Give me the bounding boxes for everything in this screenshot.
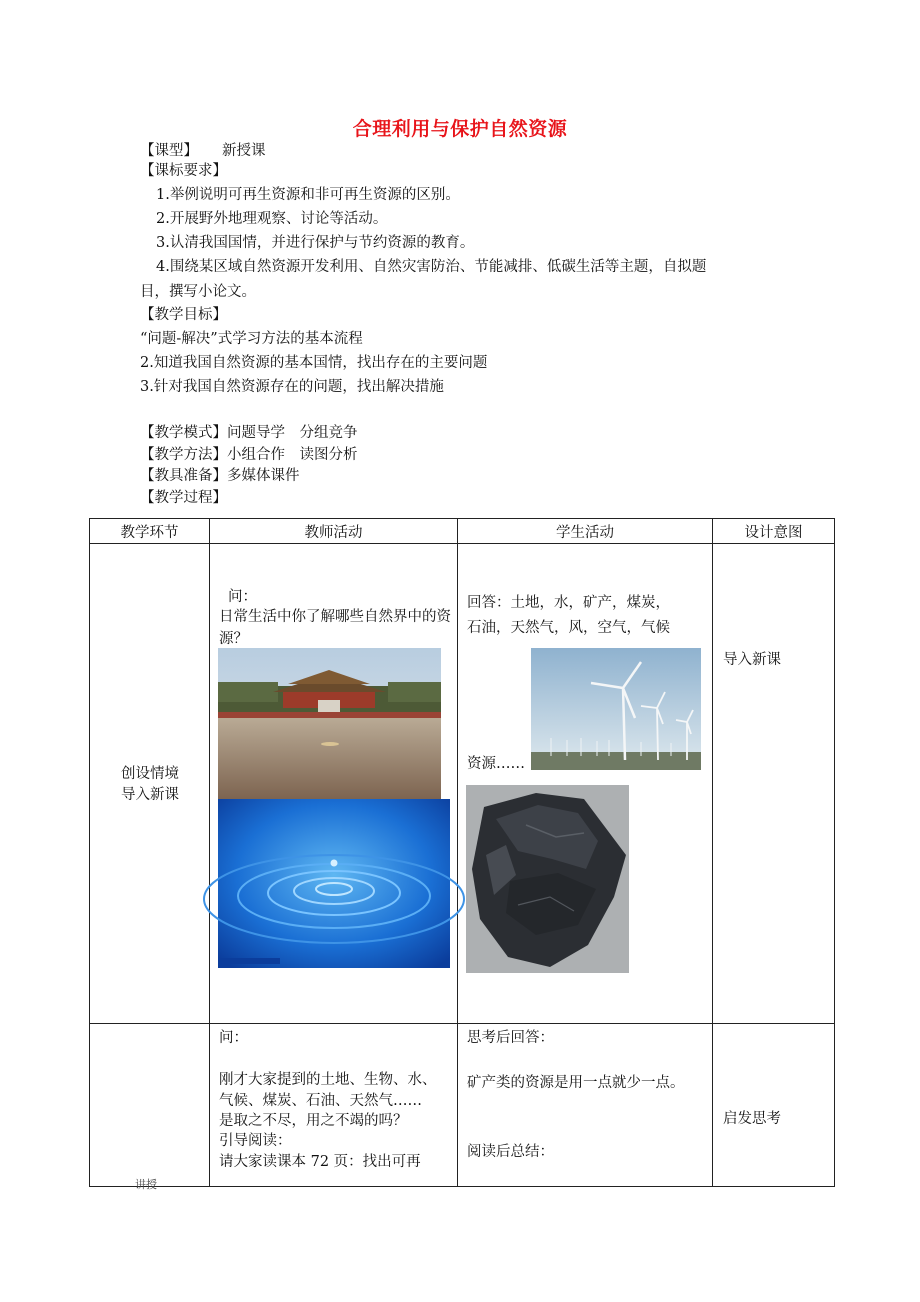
teacher-text-line: 引导阅读： [219, 1133, 292, 1149]
teaching-method: 【教学方法】小组合作 读图分析 [140, 447, 358, 463]
teacher-activity-cell [210, 544, 458, 1024]
student-text-line: 阅读后总结： [467, 1144, 554, 1160]
stage-cell [90, 1024, 210, 1191]
teacher-question-text: 日常生活中你了解哪些自然界中的资源？ [219, 609, 451, 647]
page-title: 合理利用与保护自然资源 [352, 118, 568, 140]
standards-heading: 【课标要求】 [140, 163, 227, 179]
teaching-mode: 【教学模式】问题导学 分组竞争 [140, 425, 358, 441]
wind-turbines-photo [531, 648, 701, 770]
process-table [89, 518, 835, 1191]
teacher-activity-cell [210, 1024, 458, 1187]
col-header-teacher: 教师活动 [210, 519, 458, 544]
intent-cell [713, 1024, 835, 1187]
lesson-type-label: 【课型】 [140, 143, 198, 159]
teacher-text-line: 请大家读课本 72 页：找出可再 [219, 1154, 421, 1170]
intent-text: 启发思考 [723, 1111, 781, 1127]
teaching-tools: 【教具准备】多媒体课件 [140, 468, 300, 484]
goals-heading: 【教学目标】 [140, 307, 227, 323]
intent-cell [713, 544, 835, 1024]
table-header-row [90, 519, 835, 544]
lesson-type-value: 新授课 [222, 143, 266, 159]
water-ripple-photo [218, 799, 450, 968]
teacher-text-line: 刚才大家提到的土地、生物、水、 [219, 1072, 437, 1088]
standard-item: 4.围绕某区域自然资源开发利用、自然灾害防治、节能减排、低碳生活等主题，自拟题 [156, 259, 707, 275]
teacher-text-line: 是取之不尽，用之不竭的吗？ [219, 1113, 408, 1129]
student-answer-line1: 回答：土地，水，矿产，煤炭， [467, 595, 670, 611]
student-answer-line3: 资源…… [467, 756, 525, 772]
teacher-text-line: 气候、煤炭、石油、天然气…… [219, 1093, 422, 1109]
intent-text: 导入新课 [723, 652, 781, 668]
col-header-student: 学生活动 [458, 519, 713, 544]
teacher-question-label: 问： [219, 1030, 248, 1046]
palace-landscape-photo [218, 648, 441, 799]
standard-item-continued: 目，撰写小论文。 [140, 284, 256, 300]
table-row [90, 1024, 835, 1187]
goal-item: “问题-解决”式学习方法的基本流程 [140, 331, 363, 347]
goal-item: 2.知道我国自然资源的基本国情，找出存在的主要问题 [140, 355, 488, 371]
standard-item: 2.开展野外地理观察、讨论等活动。 [156, 211, 388, 227]
col-header-stage: 教学环节 [90, 519, 210, 544]
col-header-intent: 设计意图 [713, 519, 835, 544]
table-row [90, 544, 835, 1024]
goal-item: 3.针对我国自然资源存在的问题，找出解决措施 [140, 379, 444, 395]
stage-label-line1: 创设情境 [121, 766, 179, 782]
student-text-line: 矿产类的资源是用一点就少一点。 [467, 1075, 685, 1091]
student-answer-line2: 石油，天然气，风，空气，气候 [467, 620, 670, 636]
stage-cell [90, 544, 210, 1024]
cut-off-text-fragment: 讲授 [135, 1178, 157, 1191]
standard-item: 3.认清我国国情，并进行保护与节约资源的教育。 [156, 235, 475, 251]
standard-item: 1.举例说明可再生资源和非可再生资源的区别。 [156, 187, 460, 203]
lesson-type [140, 142, 266, 160]
student-activity-cell [458, 1024, 713, 1187]
student-activity-cell [458, 544, 713, 1024]
student-text-line: 思考后回答： [467, 1030, 554, 1046]
coal-photo [466, 785, 629, 973]
process-heading: 【教学过程】 [140, 490, 227, 506]
teacher-question-label: 问： [228, 589, 257, 605]
stage-label-line2: 导入新课 [121, 787, 179, 803]
